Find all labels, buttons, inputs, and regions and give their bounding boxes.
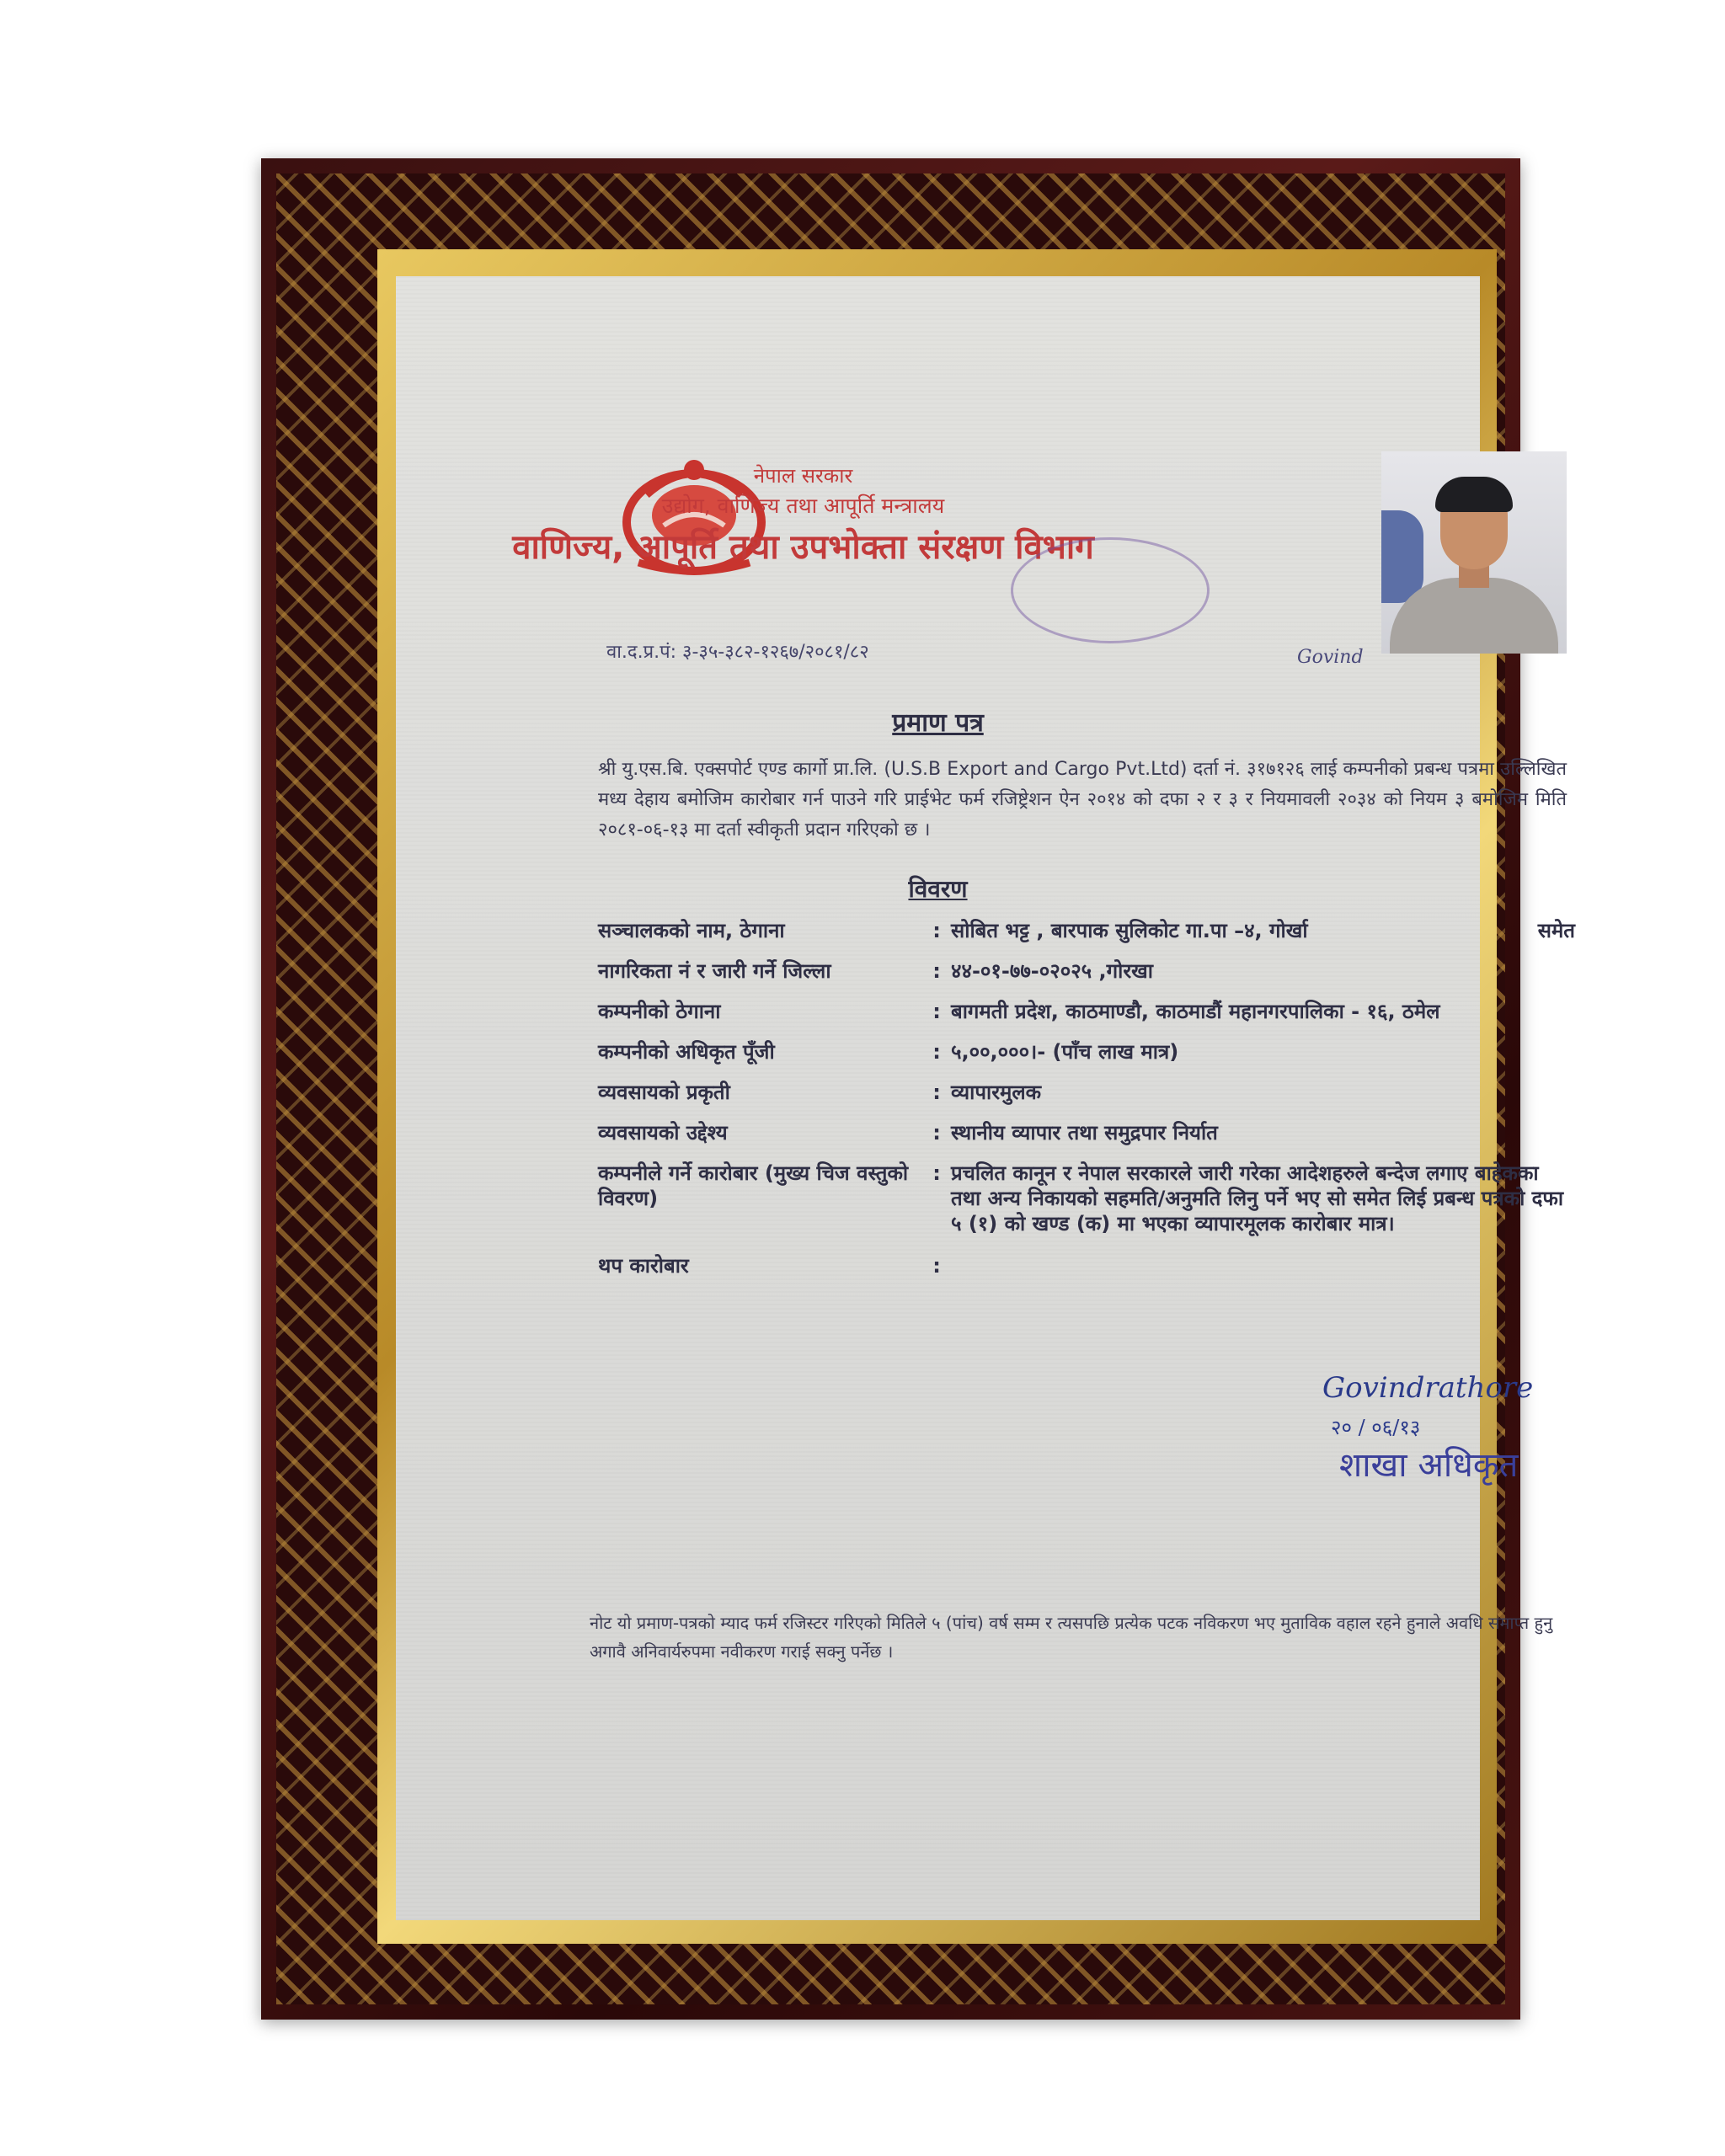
detail-value: ४४-०१-७७-०२०२५ ,गोरखा [951, 959, 1154, 983]
detail-label: कम्पनीले गर्ने कारोबार (मुख्य चिज वस्तुको विवरण) [598, 1161, 909, 1210]
header-government: नेपाल सरकार [753, 464, 853, 488]
detail-label: नागरिकता नं र जारी गर्ने जिल्ला [598, 959, 831, 983]
applicant-photo [1381, 451, 1567, 654]
validity-note: नोट यो प्रमाण-पत्रको म्याद फर्म रजिस्टर गरिएको मितिले ५ (पांच) वर्ष सम्म र त्यसपछि प्रत्येक पटक नविकरण भए मुताविक वहाल रहने हुनाले अवधि समाप्त हुनु अगावै अनिवार्यरुपमा नवीकरण गराई सक्नु पर्नेछ । [590, 1613, 1553, 1662]
detail-value: सोबित भट्ट , बारपाक सुलिकोट गा.पा –४, गोर्खा [951, 919, 1308, 942]
detail-row: कम्पनीको अधिकृत पूँजी : ५,००,०००।- (पाँच लाख मात्र) [598, 1039, 1575, 1065]
detail-value: बागमती प्रदेश, काठमाण्डौ, काठमाडौं महानगरपालिका - १६, ठमेल [951, 1000, 1440, 1023]
details-table [598, 918, 1575, 1294]
certificate-title: प्रमाण पत्र [892, 708, 984, 738]
certificate-paper [396, 276, 1575, 1920]
detail-row: नागरिकता नं र जारी गर्ने जिल्ला : ४४-०१-७७-०२०२५ ,गोरखा [598, 958, 1575, 984]
detail-label: कम्पनीको ठेगाना [598, 1000, 721, 1023]
detail-label: व्यवसायको उद्देश्य [598, 1121, 728, 1145]
detail-value: स्थानीय व्यापार तथा समुद्रपार निर्यात [951, 1121, 1218, 1145]
header-ministry: उद्योग, वाणिज्य तथा आपूर्ति मन्त्रालय [661, 494, 945, 518]
detail-extra: समेत [1537, 919, 1575, 942]
detail-label: सञ्चालकको नाम, ठेगाना [598, 919, 785, 942]
signature-name: Govindrathore [1322, 1371, 1534, 1405]
detail-row: कम्पनीले गर्ने कारोबार (मुख्य चिज वस्तुको विवरण) : प्रचलित कानून र नेपाल सरकारले जारी गरेका आदेशहरुले बन्देज लगाए बाहेकका तथा अन्य निकायको सहमति/अनुमति लिनु पर्ने भए सो समेत लिई प्रबन्ध पत्रको दफा ५ (१) को खण्ड (क) मा भएका व्यापारमूलक कारोबार मात्र। [598, 1161, 1575, 1236]
detail-row: कम्पनीको ठेगाना : बागमती प्रदेश, काठमाण्डौ, काठमाडौं महानगरपालिका - १६, ठमेल [598, 999, 1575, 1024]
detail-value: व्यापारमुलक [951, 1081, 1042, 1104]
detail-value: प्रचलित कानून र नेपाल सरकारले जारी गरेका आदेशहरुले बन्देज लगाए बाहेकका तथा अन्य निकायको सहमति/अनुमति लिनु पर्ने भए सो समेत लिई प्रबन्ध पत्रको दफा ५ (१) को खण्ड (क) मा भएका व्यापारमूलक कारोबार मात्र। [951, 1161, 1564, 1235]
detail-row: सञ्चालकको नाम, ठेगाना : सोबित भट्ट , बारपाक सुलिकोट गा.पा –४, गोर्खा समेत [598, 919, 1575, 942]
detail-row: थप कारोबार : [598, 1253, 1575, 1278]
registration-number: वा.द.प्र.पं: ३-३५-३८२-१२६७/२०८१/८२ [606, 642, 869, 663]
picture-frame [261, 158, 1575, 2020]
detail-label: व्यवसायको प्रकृती [598, 1081, 730, 1104]
seal-stamp [1011, 537, 1210, 643]
officer-signature [1306, 1371, 1558, 1497]
photo-signature: Govind [1297, 647, 1364, 668]
detail-value [951, 1253, 1575, 1278]
details-heading: विवरण [908, 875, 968, 903]
detail-label: कम्पनीको अधिकृत पूँजी [598, 1040, 775, 1064]
detail-row: व्यवसायको प्रकृती : व्यापारमुलक [598, 1080, 1575, 1105]
detail-label: थप कारोबार [598, 1254, 689, 1278]
signature-designation: शाखा अधिकृत [1339, 1446, 1519, 1485]
certificate-intro: श्री यु.एस.बि. एक्सपोर्ट एण्ड कार्गो प्रा.लि. (U.S.B Export and Cargo Pvt.Ltd) दर्ता नं. ३१७१२६ लाई कम्पनीको प्रबन्ध पत्रमा उल्लिखित मध्य देहाय बमोजिम कारोबार गर्न पाउने गरि प्राईभेट फर्म रजिष्ट्रेशन ऐन २०१४ को दफा २ र ३ र नियमावली २०३४ को नियम ३ बमोजिम मिति २०८१-०६-१३ मा दर्ता स्वीकृती प्रदान गरिएको छ । [598, 759, 1567, 841]
signature-date: २० / ०६/१३ [1331, 1416, 1421, 1439]
detail-row: व्यवसायको उद्देश्य : स्थानीय व्यापार तथा समुद्रपार निर्यात [598, 1120, 1575, 1145]
detail-value: ५,००,०००।- (पाँच लाख मात्र) [951, 1040, 1179, 1064]
header-department: वाणिज्य, आपूर्ति तथा उपभोक्ता संरक्षण विभाग [512, 528, 1094, 567]
